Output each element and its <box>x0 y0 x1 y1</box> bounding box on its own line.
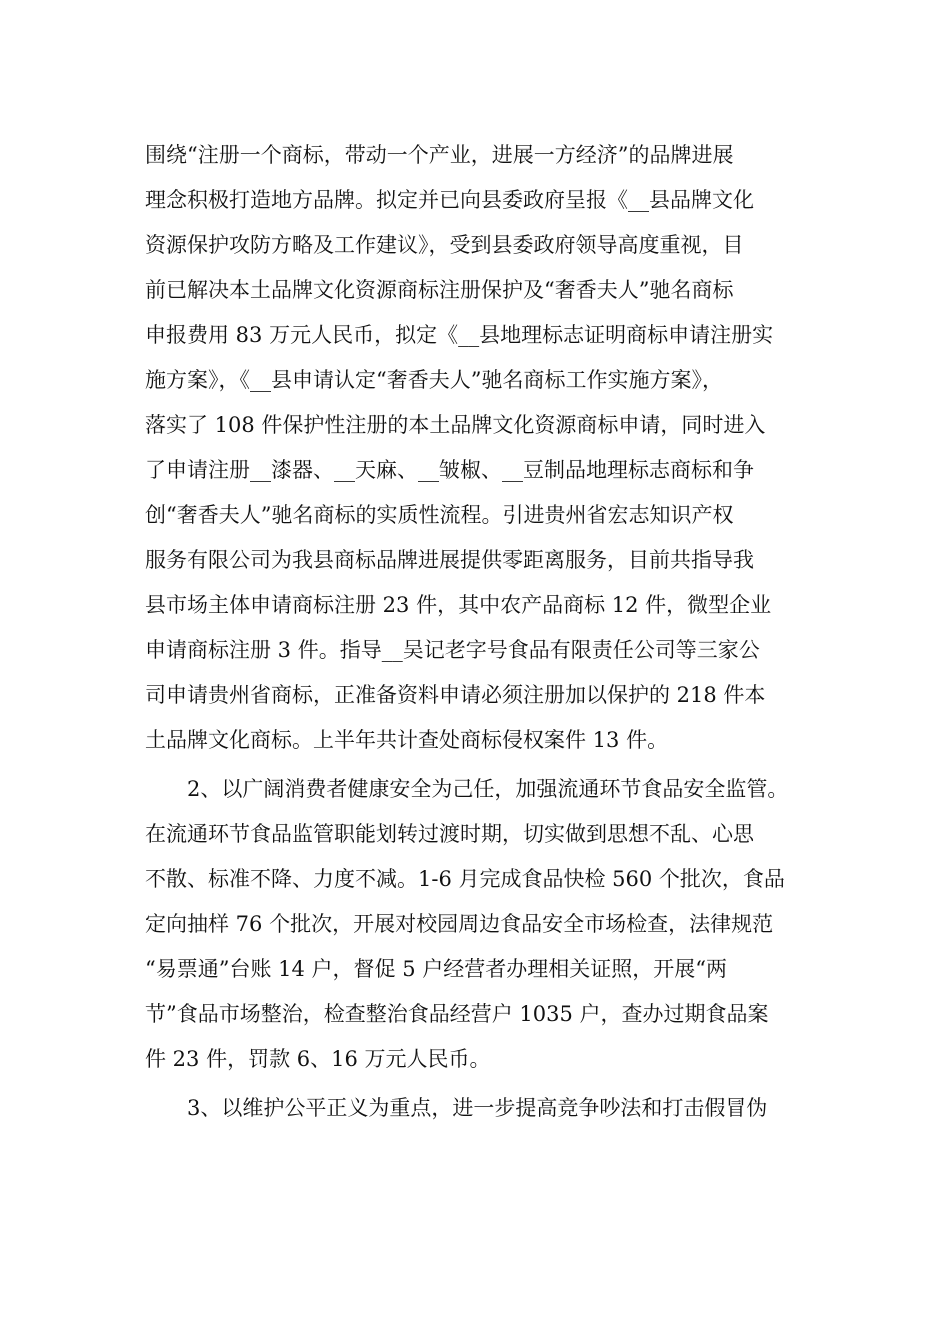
paragraph-line: 县市场主体申请商标注册 23 件，其中农产品商标 12 件，微型企业 <box>145 593 772 617</box>
paragraph-line: 司申请贵州省商标，正准备资料申请必须注册加以保护的 218 件本 <box>145 683 766 707</box>
paragraph-line: 节”食品市场整治，检查整治食品经营户 1035 户，查办过期食品案 <box>145 1002 769 1026</box>
paragraph-line: 理念积极打造地方品牌。拟定并已向县委政府呈报《__县品牌文化 <box>145 188 754 212</box>
paragraph-line: 落实了 108 件保护性注册的本土品牌文化资源商标申请，同时进入 <box>145 413 766 437</box>
paragraph-line: 2、以广阔消费者健康安全为己任，加强流通环节食品安全监管。 <box>187 777 789 801</box>
paragraph-line: 了申请注册__漆器、__天麻、__皱椒、__豆制品地理标志商标和争 <box>145 458 754 482</box>
document-body <box>145 133 825 1131</box>
paragraph-line: 施方案》，《__县申请认定“奢香夫人”驰名商标工作实施方案》， <box>145 368 723 392</box>
paragraph-line: 件 23 件，罚款 6、16 万元人民币。 <box>145 1047 491 1071</box>
paragraph-line: 在流通环节食品监管职能划转过渡时期，切实做到思想不乱、心思 <box>145 822 754 846</box>
paragraph-line: 资源保护攻防方略及工作建议》，受到县委政府领导高度重视，目 <box>145 233 744 257</box>
paragraph-line: 服务有限公司为我县商标品牌进展提供零距离服务，目前共指导我 <box>145 548 754 572</box>
paragraph-line: 创“奢香夫人”驰名商标的实质性流程。引进贵州省宏志知识产权 <box>145 503 734 527</box>
paragraph-line: 前已解决本土品牌文化资源商标注册保护及“奢香夫人”驰名商标 <box>145 278 734 302</box>
paragraph-line: 申请商标注册 3 件。指导__吴记老字号食品有限责任公司等三家公 <box>145 638 760 662</box>
paragraph-line: “易票通”台账 14 户，督促 5 户经营者办理相关证照，开展“两 <box>145 957 727 981</box>
paragraph-line: 定向抽样 76 个批次，开展对校园周边食品安全市场检查，法律规范 <box>145 912 774 936</box>
paragraph-line: 围绕“注册一个商标，带动一个产业，进展一方经济”的品牌进展 <box>145 143 734 167</box>
paragraph-line: 土品牌文化商标。上半年共计查处商标侵权案件 13 件。 <box>145 728 669 752</box>
paragraph-line: 3、以维护公平正义为重点，进一步提高竞争吵法和打击假冒伪 <box>187 1096 768 1120</box>
paragraph-line: 不散、标准不降、力度不减。1-6 月完成食品快检 560 个批次，食品 <box>145 867 785 891</box>
paragraph-line: 申报费用 83 万元人民币，拟定《__县地理标志证明商标申请注册实 <box>145 323 774 347</box>
